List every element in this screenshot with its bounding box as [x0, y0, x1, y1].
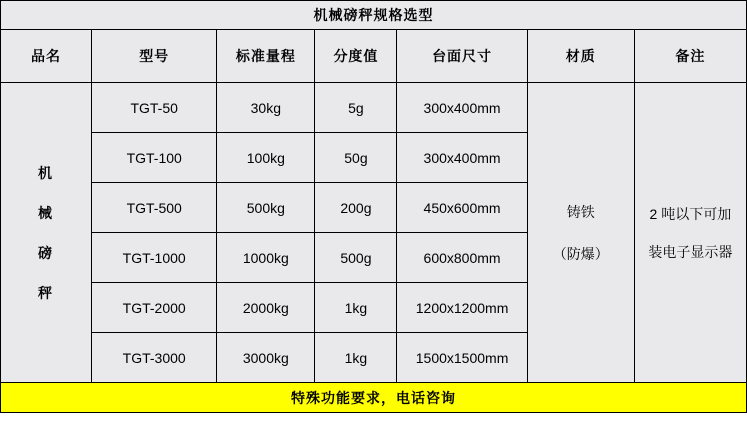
material-line: （防爆） [552, 245, 609, 262]
cell-division: 50g [315, 133, 397, 183]
column-header-model: 型号 [92, 30, 217, 83]
cell-capacity: 2000kg [217, 283, 315, 333]
column-header-product-name: 品名 [1, 30, 92, 83]
material-cell [527, 83, 634, 383]
cell-division: 200g [315, 183, 397, 233]
product-name-char: 磅 [38, 244, 55, 261]
cell-capacity: 30kg [217, 83, 315, 133]
material-line: 铸铁 [566, 203, 595, 220]
remark-line: 装电子显示器 [648, 243, 733, 260]
cell-capacity: 500kg [217, 183, 315, 233]
cell-model: TGT-50 [92, 83, 217, 133]
remark-cell [634, 83, 746, 383]
table-row [1, 83, 747, 133]
column-header-division: 分度值 [315, 30, 397, 83]
cell-division: 5g [315, 83, 397, 133]
cell-capacity: 1000kg [217, 233, 315, 283]
column-header-capacity: 标准量程 [217, 30, 315, 83]
cell-platform-size: 600x800mm [397, 233, 527, 283]
column-header-material: 材质 [527, 30, 634, 83]
cell-model: TGT-3000 [92, 333, 217, 383]
table-title-row [1, 1, 747, 30]
cell-model: TGT-2000 [92, 283, 217, 333]
remark-line: 2 吨以下可加 [649, 205, 732, 222]
cell-division: 1kg [315, 283, 397, 333]
cell-model: TGT-1000 [92, 233, 217, 283]
cell-model: TGT-500 [92, 183, 217, 233]
product-name-char: 械 [38, 204, 55, 221]
footer-note: 特殊功能要求，电话咨询 [0, 383, 747, 413]
cell-platform-size: 300x400mm [397, 83, 527, 133]
cell-division: 1kg [315, 333, 397, 383]
page-title: 机械磅秤规格选型 [1, 1, 747, 30]
cell-capacity: 3000kg [217, 333, 315, 383]
bottom-padding [0, 413, 747, 427]
table-header-row [1, 30, 747, 83]
column-header-remark: 备注 [634, 30, 746, 83]
cell-capacity: 100kg [217, 133, 315, 183]
cell-model: TGT-100 [92, 133, 217, 183]
product-name-cell [1, 83, 92, 383]
cell-division: 500g [315, 233, 397, 283]
column-header-platform-size: 台面尺寸 [397, 30, 527, 83]
product-name-char: 秤 [38, 284, 55, 301]
cell-platform-size: 450x600mm [397, 183, 527, 233]
product-name-char: 机 [38, 164, 55, 181]
cell-platform-size: 1200x1200mm [397, 283, 527, 333]
cell-platform-size: 1500x1500mm [397, 333, 527, 383]
cell-platform-size: 300x400mm [397, 133, 527, 183]
